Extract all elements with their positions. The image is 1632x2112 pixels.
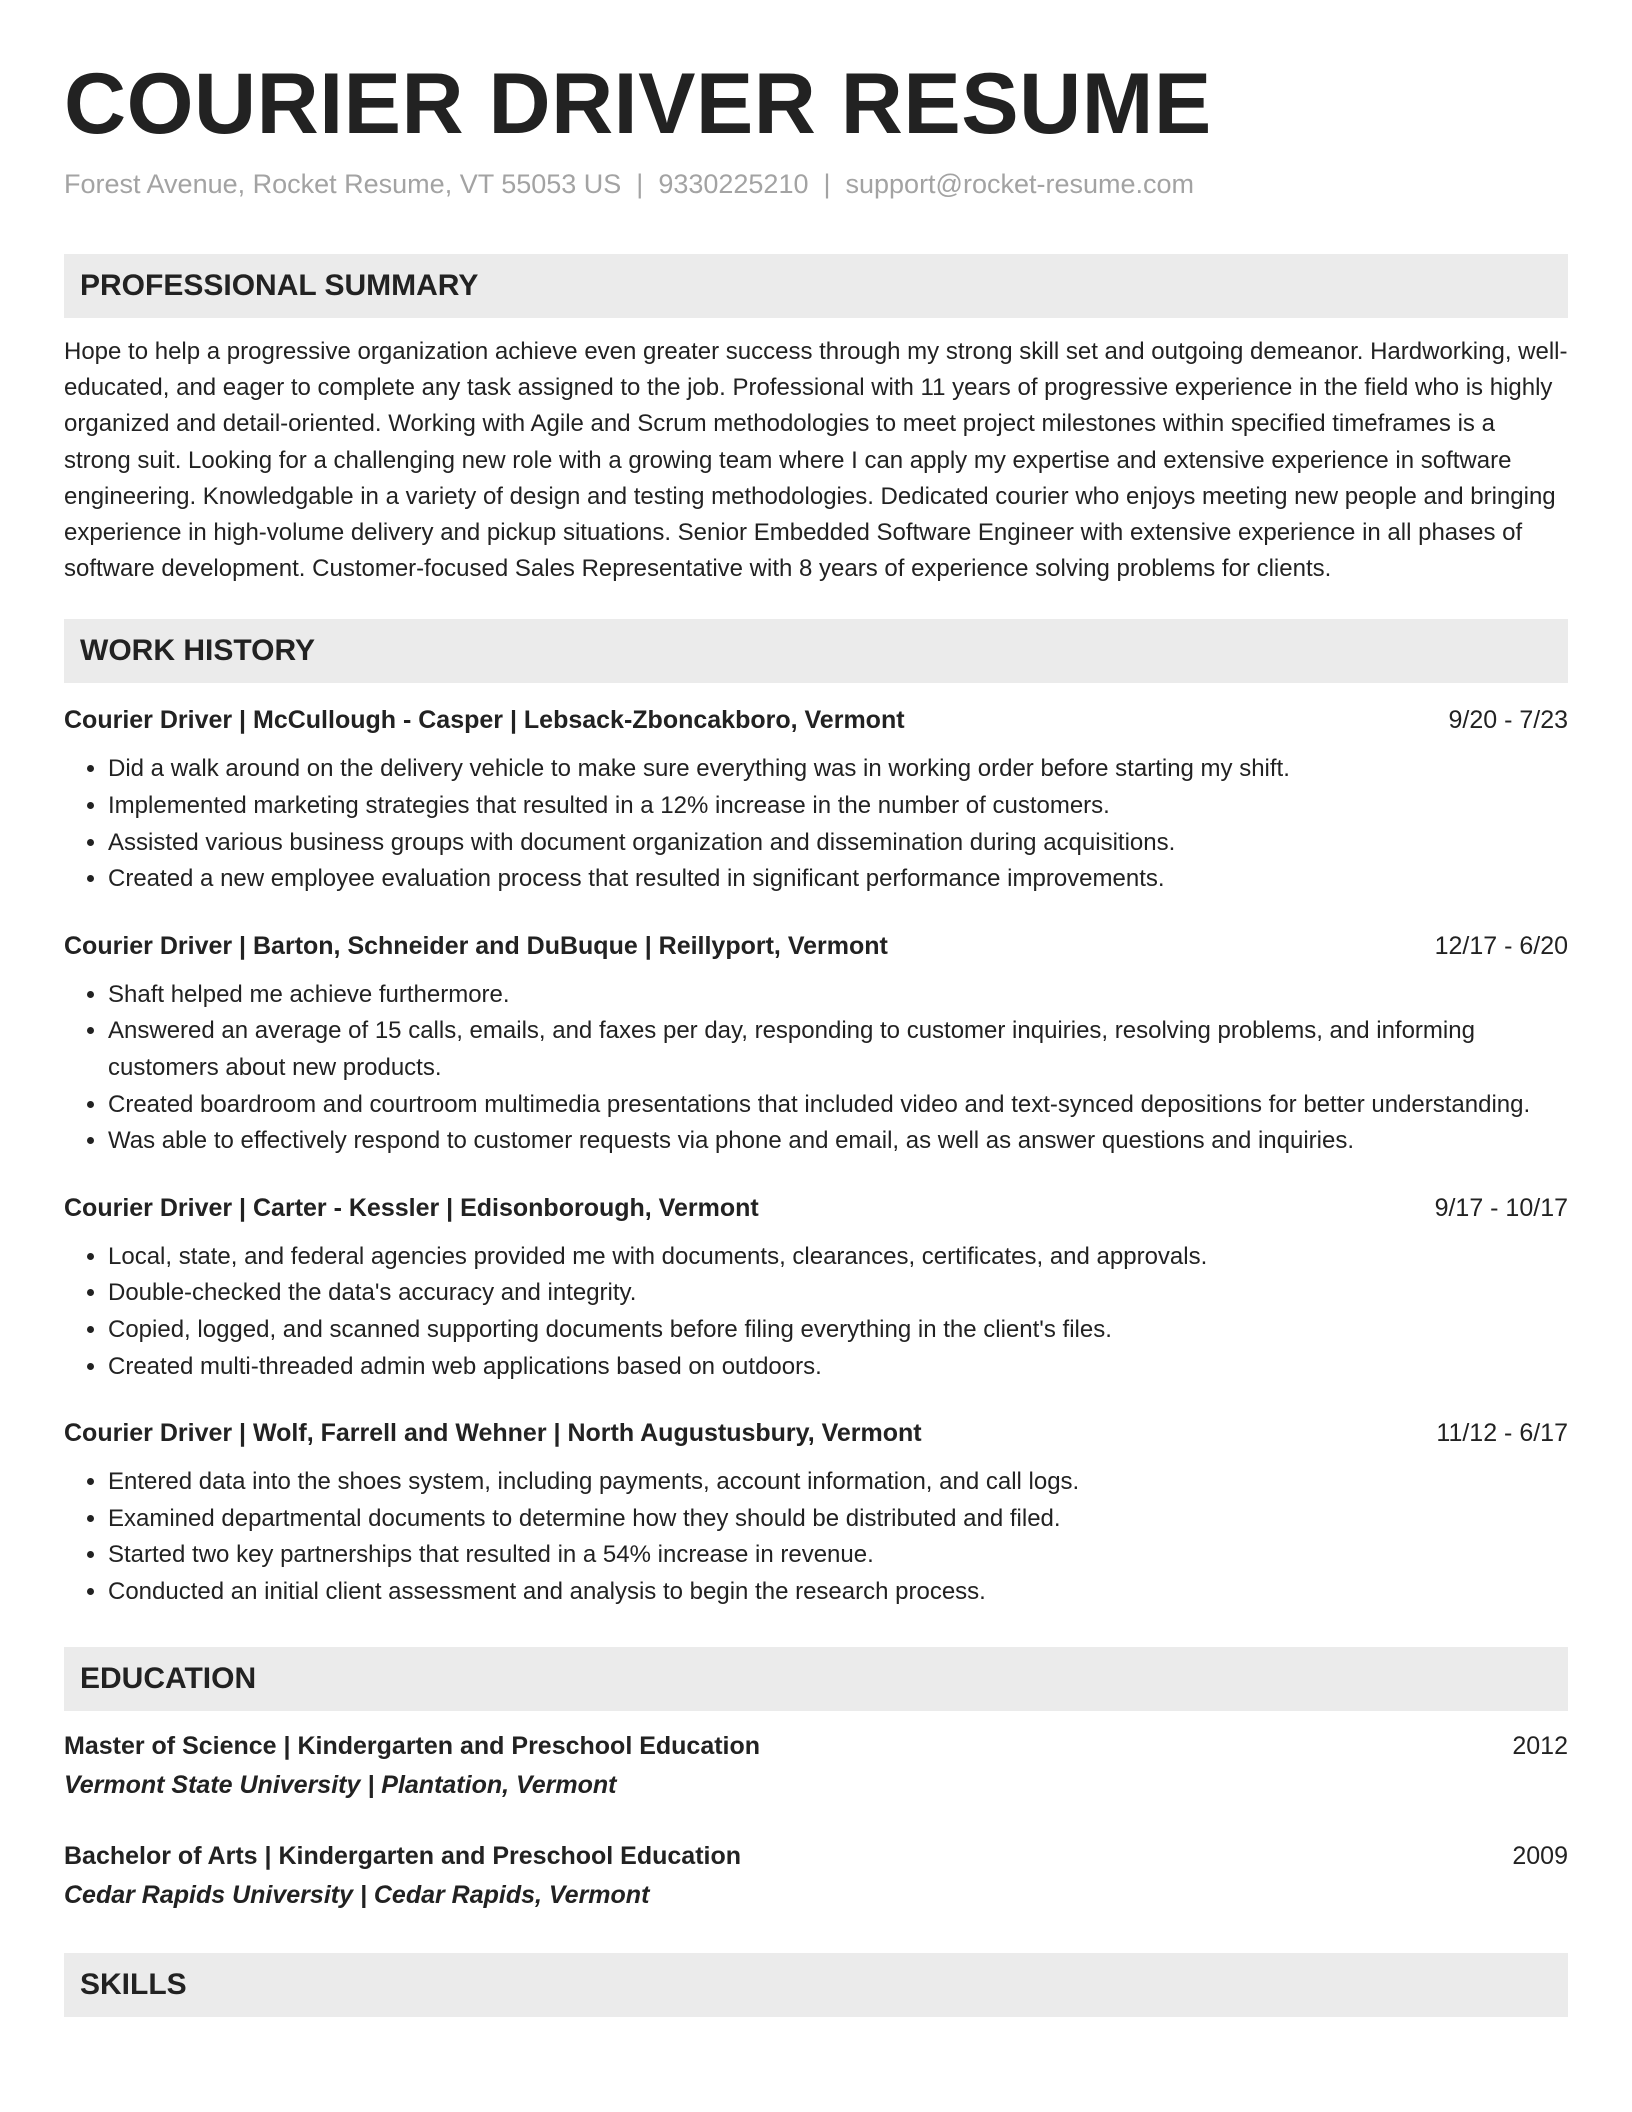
job-dates: 9/20 - 7/23 [1448,706,1568,735]
graduation-year: 2009 [1512,1841,1568,1870]
contact-phone: 9330225210 [658,169,809,199]
education-entry [64,1839,1568,1913]
degree: Master of Science | Kindergarten and Preschool Education [64,1731,761,1760]
job-bullet: • Local, state, and federal agencies provided me with documents, clearances, certificates, and approvals. [108,1239,1568,1276]
contact-email: support@rocket-resume.com [845,169,1195,199]
job-title: Courier Driver | McCullough - Casper | Lebsack-Zboncakboro, Vermont [64,706,905,735]
job-bullets [64,977,1568,1160]
job-bullet: • Assisted various business groups with document organization and dissemination during acquisitions. [108,825,1568,862]
contact-line [64,166,1568,202]
job-title: Courier Driver | Wolf, Farrell and Wehner | North Augustusbury, Vermont [64,1419,922,1448]
job-bullet: • Started two key partnerships that resulted in a 54% increase in revenue. [108,1537,1568,1574]
job-bullets [64,751,1568,897]
job-dates: 11/12 - 6/17 [1436,1419,1568,1448]
contact-address: Forest Avenue, Rocket Resume, VT 55053 US [64,169,622,199]
degree: Bachelor of Arts | Kindergarten and Preschool Education [64,1841,742,1870]
job-dates: 12/17 - 6/20 [1434,931,1568,960]
contact-separator: | [823,169,831,199]
job-entry [64,929,1568,1160]
section-header-education: EDUCATION [64,1647,1568,1711]
summary-text: Hope to help a progressive organization achieve even greater success through my strong skill set and outgoing demeanor. Hardworking, well-educated, and eager to complete any task assigned to the job. Professional with 11 years of progressive experience in the field who is highly organized and detail-oriented. Working with Agile and Scrum methodologies to meet project milestones within specified timeframes is a strong suit. Looking for a challenging new role with a growing team where I can apply my expertise and extensive experience in software engineering. Knowledgable in a variety of design and testing methodologies. Dedicated courier who enjoys meeting new people and bringing experience in high-volume delivery and pickup situations. Senior Embedded Software Engineer with extensive experience in all phases of software development. Customer-focused Sales Representative with 8 years of experience solving problems for clients. [64,338,1568,583]
section-header-work-history: WORK HISTORY [64,619,1568,683]
job-bullet: • Copied, logged, and scanned supporting documents before filing everything in the client's files. [108,1312,1568,1349]
contact-separator: | [636,169,644,199]
job-bullet: • Entered data into the shoes system, including payments, account information, and call logs. [108,1464,1568,1501]
job-bullet: • Implemented marketing strategies that resulted in a 12% increase in the number of customers. [108,788,1568,825]
resume-page [64,54,1568,2017]
job-bullet: • Did a walk around on the delivery vehicle to make sure everything was in working order before starting my shift. [108,751,1568,788]
section-header-skills: SKILLS [64,1953,1568,2017]
job-bullets [64,1464,1568,1610]
job-bullet: • Created boardroom and courtroom multimedia presentations that included video and text-synced depositions for better understanding. [108,1087,1568,1124]
job-entry [64,703,1568,897]
job-entry [64,1416,1568,1610]
section-header-summary: PROFESSIONAL SUMMARY [64,254,1568,318]
job-title: Courier Driver | Carter - Kessler | Edisonborough, Vermont [64,1193,759,1222]
job-bullet: • Examined departmental documents to determine how they should be distributed and filed. [108,1501,1568,1538]
school: Cedar Rapids University | Cedar Rapids, Vermont [64,1880,650,1909]
graduation-year: 2012 [1512,1731,1568,1760]
job-bullet: • Shaft helped me achieve furthermore. [108,977,1568,1014]
job-bullet: • Created a new employee evaluation process that resulted in significant performance improvements. [108,861,1568,898]
education-entry [64,1729,1568,1803]
job-bullet: • Created multi-threaded admin web applications based on outdoors. [108,1349,1568,1386]
job-dates: 9/17 - 10/17 [1434,1193,1568,1222]
job-title: Courier Driver | Barton, Schneider and DuBuque | Reillyport, Vermont [64,931,888,960]
job-bullet: • Answered an average of 15 calls, emails, and faxes per day, responding to customer inquiries, resolving problems, and informing customers about new products. [108,1013,1568,1086]
job-bullet: • Conducted an initial client assessment and analysis to begin the research process. [108,1574,1568,1611]
school: Vermont State University | Plantation, Vermont [64,1770,617,1799]
job-bullet: • Double-checked the data's accuracy and integrity. [108,1275,1568,1312]
job-bullets [64,1239,1568,1385]
job-bullet: • Was able to effectively respond to customer requests via phone and email, as well as answer questions and inquiries. [108,1123,1568,1160]
resume-title: COURIER DRIVER RESUME [64,56,1212,152]
job-entry [64,1191,1568,1385]
